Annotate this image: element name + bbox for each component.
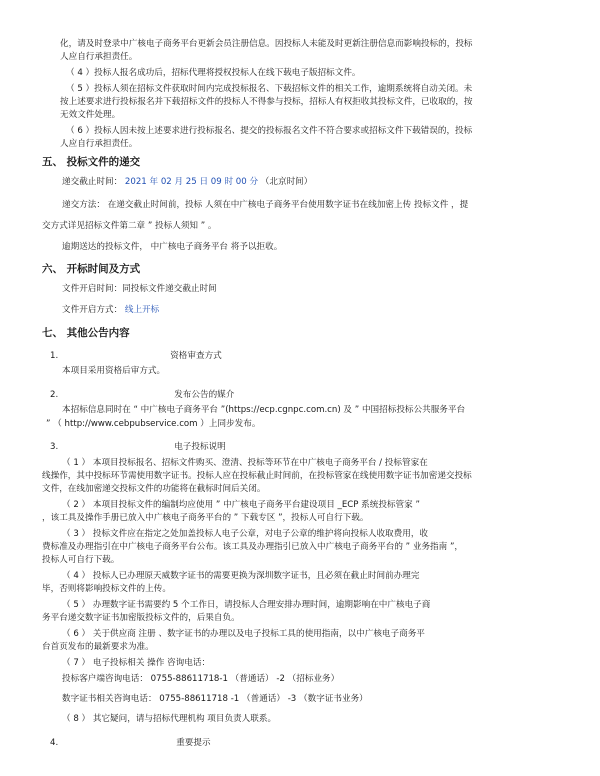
highlighted-value: 线上开标 [124, 305, 160, 315]
text-span: 4. [50, 738, 59, 748]
text-span: 重要提示 [176, 738, 211, 748]
text-line: 文件开启时间：同投标文件递交截止时间 [62, 284, 217, 294]
text-line [50, 350, 222, 362]
text-line: （ 5 ） 办理数字证书需要约 5 个工作日，请投标人合理安排办理时间，逾期影响在中广核电子商 [62, 600, 431, 610]
text-line [50, 441, 226, 453]
highlighted-value: 2021 年 02 月 25 日 09 时 00 分 [124, 177, 259, 187]
text-line: ” （ http://www.cebpubservice.com ）上同步发布。 [46, 419, 261, 429]
text-line: 投标人可自行下载。 [42, 555, 120, 565]
text-line: 人应自行承担责任。 [60, 139, 138, 149]
text-line: （ 4 ） 投标人已办理原天威数字证书的需要更换为深圳数字证书，且必须在截止时间前办理完 [62, 571, 420, 581]
text-line: 按上述要求进行投标报名并下载招标文件的投标人不得参与投标，招标人有权拒收其投标文件，已收取的，按 [60, 97, 473, 107]
text-line: （ 7 ） 电子投标相关 操作 咨询电话： [62, 658, 211, 668]
text-line: 本招标信息同时在 “ 中广核电子商务平台 ”(https://ecp.cgnpc.com.cn) 及 ” 中国招标投标公共服务平台 [62, 405, 466, 415]
text-span: 电子投标说明 [174, 442, 226, 452]
text-span: 3. [50, 442, 59, 452]
text-line: （ 1 ） 本项目投标报名、招标文件购买、澄清、投标等环节在中广核电子商务平台 / 投标管家在 [62, 458, 428, 468]
text-line: 台首页发布的最新要求为准。 [42, 642, 154, 652]
text-line: （ 6 ） 关于供应商 注册 、数字证书的办理以及电子投标工具的使用指南，以中广核电子商务平 [62, 629, 425, 639]
text-line: 无效文件处理。 [60, 110, 121, 120]
text-line: 数字证书相关咨询电话： 0755-88611718 -1 （普通话） -3 （数字证书业务） [62, 694, 368, 704]
text-line: 化，请及时登录中广核电子商务平台更新会员注册信息。因投标人未能及时更新注册信息而影响投标的，投标 [60, 39, 473, 49]
text-line [50, 737, 211, 749]
text-line: 务平台递交数字证书加密版投标文件的，后果自负。 [42, 613, 240, 623]
text-line: （ 6 ）投标人因未按上述要求进行投标报名、提交的投标报名文件不符合要求或招标文件下载错误的，投标 [66, 126, 473, 136]
text-span: （北京时间） [258, 177, 313, 187]
text-line: 递交方法： 在递交截止时间前，投标 人须在中广核电子商务平台使用数字证书在线加密上传 投标文件 ，提 [62, 200, 469, 210]
text-span: 2. [50, 390, 59, 400]
section-heading: 六、 开标时间及方式 [42, 263, 141, 275]
text-span: 文件开启方式： [62, 305, 125, 315]
text-line: 毕，否则将影响投标文件的上传。 [42, 584, 171, 594]
text-line: 本项目采用资格后审方式。 [62, 366, 166, 376]
text-line: 逾期送达的投标文件， 中广核电子商务平台 将予以拒收。 [62, 242, 283, 252]
text-span: 发布公告的媒介 [174, 390, 235, 400]
text-line: 交方式详见招标文件第二章 ” 投标人须知 ” 。 [42, 221, 217, 231]
text-line [50, 389, 234, 401]
text-span: 递交截止时间： [62, 177, 125, 187]
text-line: 投标客户端咨询电话： 0755-88611718-1 （普通话） -2 （招标业务） [62, 674, 340, 684]
text-line [62, 176, 312, 188]
text-line: 线操作，其中投标环节需使用数字证书。投标人应在投标截止时间前，在投标管家在线使用数字证书加密递交投标 [42, 471, 472, 481]
text-line: （ 3 ） 投标文件应在指定之处加盖投标人电子公章，对电子公章的维护将向投标人收取费用，收 [62, 529, 429, 539]
section-heading: 七、 其他公告内容 [42, 327, 130, 339]
text-line: 人应自行承担责任。 [60, 52, 138, 62]
text-line: （ 2 ） 本项目投标文件的编制均应使用 ” 中广核电子商务平台建设项目 _ECP 系统投标管家 ” [62, 500, 420, 510]
text-line: （ 5 ）投标人须在招标文件获取时间内完成投标报名、下载招标文件的相关工作，逾期系统将自动关闭。未 [66, 84, 473, 94]
text-span: 1. [50, 351, 59, 361]
text-line: 费标准及办理指引在中广核电子商务平台公布。该工具及办理指引已放入中广核电子商务平台的 ” 业务指南 ”， [42, 542, 464, 552]
text-span: 资格审查方式 [170, 351, 222, 361]
text-line: ，该工具及操作手册已放入中广核电子商务平台的 ” 下载专区 ”，投标人可自行下载。 [42, 513, 369, 523]
text-line: 文件，在线加密递交投标文件的功能将在截标时间后关闭。 [42, 484, 266, 494]
section-heading: 五、 投标文件的递交 [42, 156, 141, 168]
text-line: （ 4 ）投标人报名成功后，招标代理将授权投标人在线下载电子版招标文件。 [66, 68, 361, 78]
text-line [62, 304, 159, 316]
text-line: （ 8 ） 其它疑问，请与招标代理机构 项目负责人联系。 [62, 714, 277, 724]
